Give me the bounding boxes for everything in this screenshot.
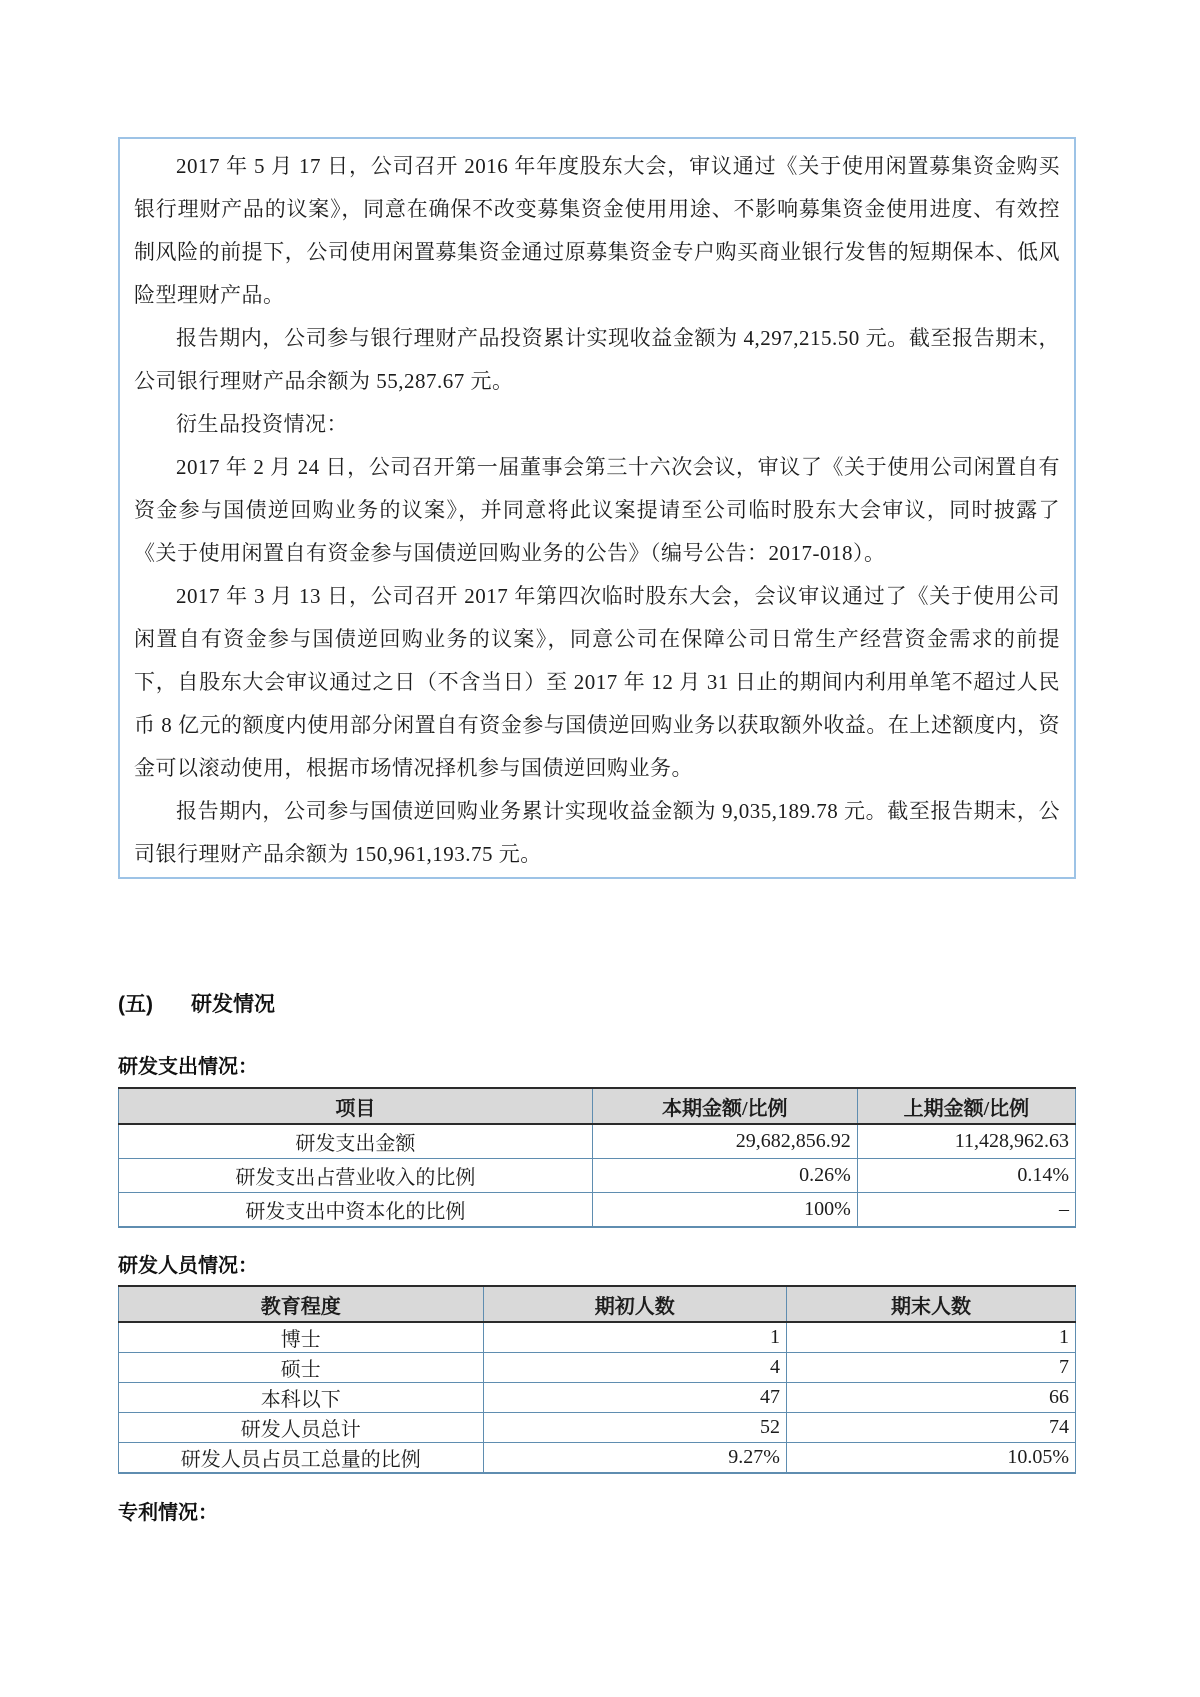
investment-summary-box <box>118 137 1076 879</box>
row-label-cell: 研发支出中资本化的比例 <box>119 1193 593 1228</box>
value-cell: 1 <box>786 1322 1075 1353</box>
row-label-cell: 本科以下 <box>119 1383 484 1413</box>
value-cell: 100% <box>592 1193 857 1228</box>
row-label-cell: 硕士 <box>119 1353 484 1383</box>
rd-expense-table <box>118 1087 1076 1228</box>
value-cell: 7 <box>786 1353 1075 1383</box>
value-cell: 10.05% <box>786 1443 1075 1474</box>
table-row <box>119 1322 1076 1353</box>
table-row <box>119 1413 1076 1443</box>
value-cell: – <box>857 1193 1075 1228</box>
row-label-cell: 研发支出金额 <box>119 1124 593 1159</box>
paragraph: 2017 年 3 月 13 日，公司召开 2017 年第四次临时股东大会，会议审议通过了《关于使用公司闲置自有资金参与国债逆回购业务的议案》，同意公司在保障公司日常生产经营资金需求的前提下，自股东大会审议通过之日（不含当日）至 2017 年 12 月 31 日止的期间内利用单笔不超过人民币 8 亿元的额度内使用部分闲置自有资金参与国债逆回购业务以获取额外收益。在上述额度内，资金可以滚动使用，根据市场情况择机参与国债逆回购业务。 <box>134 584 1060 780</box>
table-row <box>119 1443 1076 1474</box>
value-cell: 11,428,962.63 <box>857 1124 1075 1159</box>
header-cell: 教育程度 <box>119 1286 484 1322</box>
section-number: (五) <box>118 993 153 1016</box>
header-cell: 期末人数 <box>786 1286 1075 1322</box>
value-cell: 9.27% <box>483 1443 786 1474</box>
header-cell: 项目 <box>119 1088 593 1124</box>
section-heading <box>118 988 275 1018</box>
row-label-cell: 博士 <box>119 1322 484 1353</box>
table-header-row <box>119 1286 1076 1322</box>
value-cell: 0.26% <box>592 1159 857 1193</box>
patent-label: 专利情况： <box>118 1502 218 1524</box>
value-cell: 29,682,856.92 <box>592 1124 857 1159</box>
rd-expense-label: 研发支出情况： <box>118 1056 258 1078</box>
table-header-row <box>119 1088 1076 1124</box>
paragraph: 衍生品投资情况： <box>176 412 348 436</box>
value-cell: 52 <box>483 1413 786 1443</box>
paragraph: 2017 年 5 月 17 日，公司召开 2016 年年度股东大会，审议通过《关于使用闲置募集资金购买银行理财产品的议案》，同意在确保不改变募集资金使用用途、不影响募集资金使用进度、有效控制风险的前提下，公司使用闲置募集资金通过原募集资金专户购买商业银行发售的短期保本、低风险型理财产品。 <box>134 154 1060 307</box>
value-cell: 47 <box>483 1383 786 1413</box>
table-row <box>119 1193 1076 1228</box>
table-row <box>119 1353 1076 1383</box>
header-cell: 本期金额/比例 <box>592 1088 857 1124</box>
value-cell: 74 <box>786 1413 1075 1443</box>
header-cell: 期初人数 <box>483 1286 786 1322</box>
header-cell: 上期金额/比例 <box>857 1088 1075 1124</box>
value-cell: 1 <box>483 1322 786 1353</box>
value-cell: 0.14% <box>857 1159 1075 1193</box>
row-label-cell: 研发人员总计 <box>119 1413 484 1443</box>
table-row <box>119 1124 1076 1159</box>
rd-personnel-label: 研发人员情况： <box>118 1255 258 1277</box>
paragraph: 报告期内，公司参与国债逆回购业务累计实现收益金额为 9,035,189.78 元。截至报告期末，公司银行理财产品余额为 150,961,193.75 元。 <box>134 799 1060 866</box>
section-title: 研发情况 <box>191 993 275 1016</box>
paragraph: 报告期内，公司参与银行理财产品投资累计实现收益金额为 4,297,215.50 元。截至报告期末，公司银行理财产品余额为 55,287.67 元。 <box>134 326 1060 393</box>
rd-personnel-table <box>118 1285 1076 1474</box>
table-row <box>119 1383 1076 1413</box>
table-row <box>119 1159 1076 1193</box>
value-cell: 4 <box>483 1353 786 1383</box>
row-label-cell: 研发人员占员工总量的比例 <box>119 1443 484 1474</box>
row-label-cell: 研发支出占营业收入的比例 <box>119 1159 593 1193</box>
value-cell: 66 <box>786 1383 1075 1413</box>
paragraph: 2017 年 2 月 24 日，公司召开第一届董事会第三十六次会议，审议了《关于使用公司闲置自有资金参与国债逆回购业务的议案》，并同意将此议案提请至公司临时股东大会审议，同时披露了《关于使用闲置自有资金参与国债逆回购业务的公告》（编号公告：2017-018）。 <box>134 455 1060 565</box>
